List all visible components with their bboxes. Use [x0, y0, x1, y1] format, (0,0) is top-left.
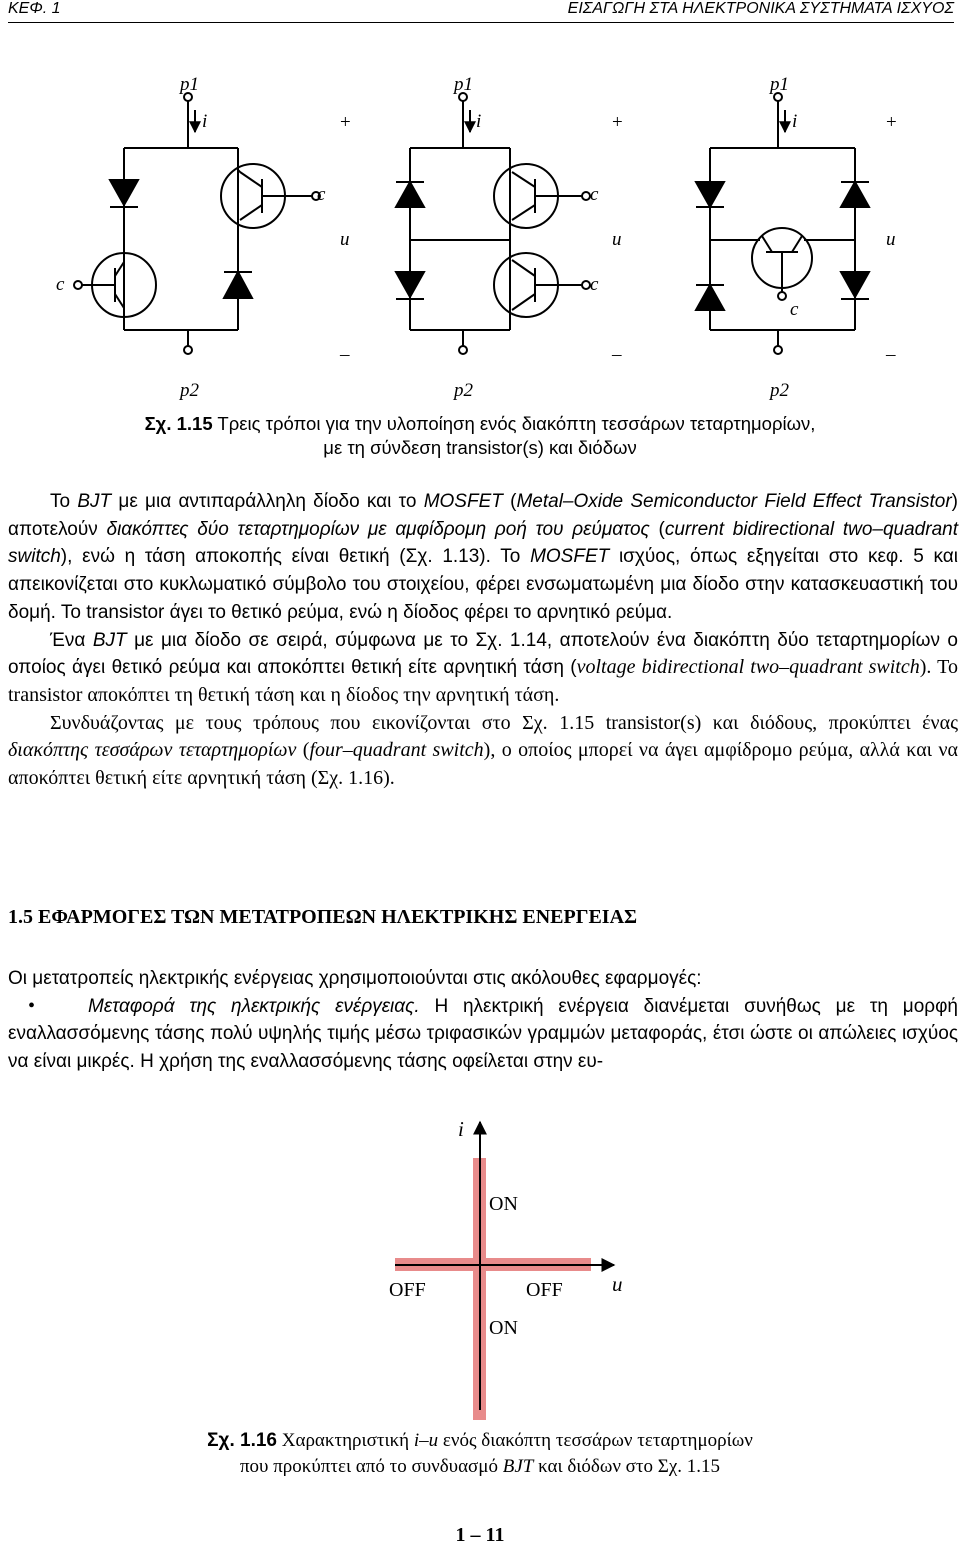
on-top-label: ON [489, 1193, 518, 1215]
c1-c-left-label: c [56, 274, 65, 295]
c2-c-top-label: c [590, 184, 599, 205]
c1-u-label: u [340, 229, 350, 250]
c2-c-bottom-label: c [590, 274, 599, 295]
c2-minus-label: – [612, 344, 622, 365]
off-right-label: OFF [526, 1279, 563, 1301]
c1-plus-label: + [340, 112, 351, 133]
page-number: 1 – 11 [455, 1524, 505, 1546]
c1-p1-label: p1 [180, 74, 199, 95]
c1-minus-label: – [340, 344, 350, 365]
running-header-chapter: ΚΕΦ. 1 [8, 0, 61, 17]
figure-1-15-caption-line2: με τη σύνδεση transistor(s) και διόδων [323, 437, 637, 458]
c3-c-label: c [790, 299, 799, 320]
bullet-item-1: • Μεταφορά της ηλεκτρικής ενέργειας. Η ηλεκτρική ενέργεια διανέμεται συνήθως με τη μορφή εναλλασσόμενης τάσης πολύ υψηλής τιμής μέσω τριφασικών γραμμών μεταφοράς, έτσι ώστε οι απώλειες ισχύος να είναι μικρές. Η χρήση της εναλλασσόμενης τάσης οφείλεται στην ευ- [8, 994, 958, 1073]
c3-i-label: i [792, 111, 798, 132]
c3-u-label: u [886, 229, 896, 250]
c2-plus-label: + [612, 112, 623, 133]
figure-1-15-circuits [0, 60, 960, 400]
off-left-label: OFF [389, 1279, 426, 1301]
figure-1-16-caption: Σχ. 1.16 Χαρακτηριστική i–u ενός διακόπτη τεσσάρων τεταρτημορίων που προκύπτει από το συνδυασμό BJT και διόδων στο Σχ. 1.15 [207, 1430, 753, 1477]
c3-plus-label: + [886, 112, 897, 133]
body-text-upper [8, 488, 958, 793]
c2-p2-label: p2 [454, 380, 473, 400]
c1-i-label: i [202, 111, 208, 132]
c2-u-label: u [612, 229, 622, 250]
figure-1-16-number: Σχ. 1.16 [207, 1430, 278, 1451]
c1-p2-label: p2 [180, 380, 199, 400]
header-rule [8, 22, 954, 23]
paragraph-3: Συνδυάζοντας με τους τρόπους που εικονίζονται στο Σχ. 1.15 transistor(s) και διόδους, προκύπτει ένας διακόπτης τεσσάρων τεταρτημορίων (four–quadrant switch), ο οποίος μπορεί να άγει αμφίδρομο ρεύμα, αλλά και να αποκόπτει θετική είτε αρνητική τάση (Σχ. 1.16). [8, 711, 958, 790]
c2-p1-label: p1 [454, 74, 473, 95]
c3-p1-label: p1 [770, 74, 789, 95]
body-text-lower [8, 965, 958, 1076]
paragraph-1: Το BJT με μια αντιπαράλληλη δίοδο και το MOSFET (Metal–Oxide Semiconductor Field Effect Transistor) αποτελούν διακόπτες δύο τεταρτημορίων με αμφίδρομη ροή του ρεύματος (current bidirectional two–quadrant switch), ενώ η τάση αποκοπής είναι θετική (Σχ. 1.13). Το MOSFET ισχύος, όπως εξηγείται στο κεφ. 5 και απεικονίζεται στο κυκλωματικό σύμβολο του στοιχείου, φέρει ενσωματωμένη μια δίοδο στην κατασκευαστική του δομή. Το transistor άγει το θετικό ρεύμα, ενώ η δίοδος φέρει το αρνητικό ρεύμα. [8, 491, 958, 623]
c3-p2-label: p2 [770, 380, 789, 400]
figure-1-15-number: Σχ. 1.15 [144, 413, 213, 434]
figure-1-16-chart [0, 1110, 960, 1420]
axis-i-label: i [458, 1117, 464, 1141]
paragraph-2: Ένα BJT με μια δίοδο σε σειρά, σύμφωνα με το Σχ. 1.14, αποτελούν ένα διακόπτη δύο τεταρτημορίων ο οποίος άγει θετικό ρεύμα και αποκόπτει θετική είτε αρνητική τάση (voltage bidirectional two–quadrant switch). Το transistor αποκόπτει τη θετική τάση και η δίοδος την αρνητική τάση. [8, 629, 958, 706]
section-heading: 1.5 ΕΦΑΡΜΟΓΕΣ ΤΩΝ ΜΕΤΑΤΡΟΠΕΩΝ ΗΛΕΚΤΡΙΚΗΣ ΕΝΕΡΓΕΙΑΣ [8, 906, 638, 928]
paragraph-4: Οι μετατροπείς ηλεκτρικής ενέργειας χρησιμοποιούνται στις ακόλουθες εφαρμογές: [8, 968, 702, 989]
c1-c-right-label: c [317, 184, 326, 205]
c3-minus-label: – [886, 344, 896, 365]
bullet-marker: • [28, 994, 36, 1017]
figure-1-15-caption-line1: Τρεις τρόποι για την υλοποίηση ενός διακόπτη τεσσάρων τεταρτημορίων, [212, 413, 816, 434]
figure-1-15-caption [0, 412, 960, 460]
axis-u-label: u [612, 1272, 623, 1296]
c2-i-label: i [476, 111, 482, 132]
on-bottom-label: ON [489, 1317, 518, 1339]
running-header-title: ΕΙΣΑΓΩΓΗ ΣΤΑ ΗΛΕΚΤΡΟΝΙΚΑ ΣΥΣΤΗΜΑΤΑ ΙΣΧΥΟΣ [567, 0, 954, 17]
